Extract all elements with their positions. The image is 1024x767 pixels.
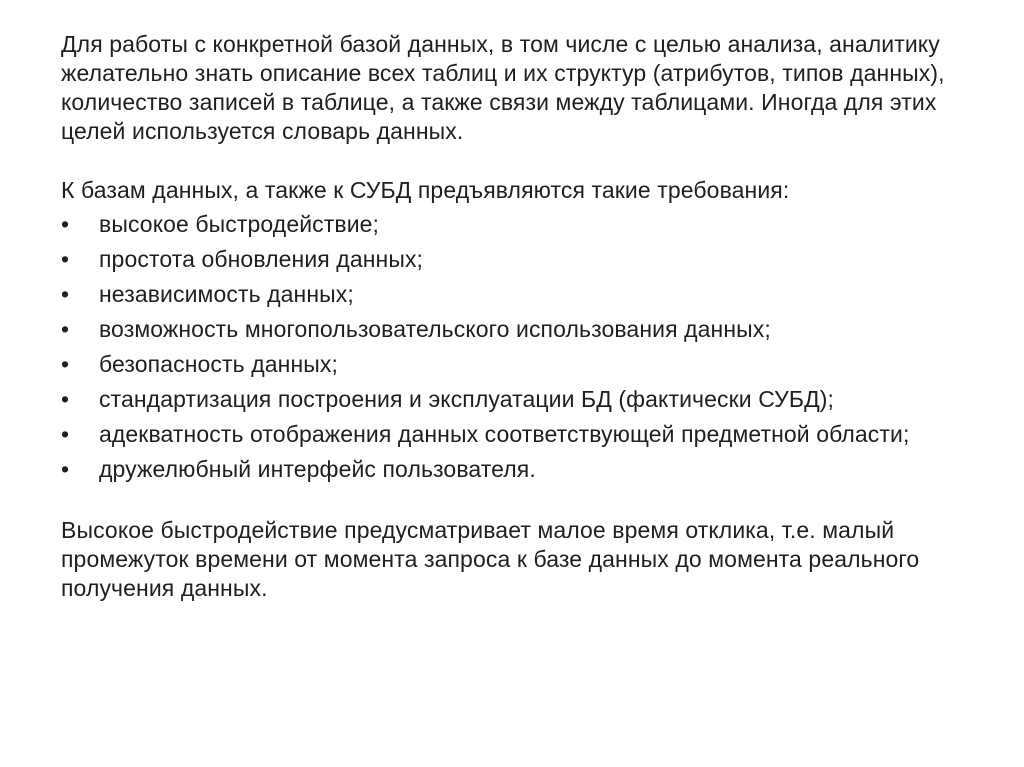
bullet-icon: • — [61, 281, 70, 307]
list-item — [61, 245, 961, 274]
bullet-icon: • — [61, 351, 70, 377]
list-item — [61, 210, 961, 239]
list-item-text: возможность многопользовательского использования данных; — [99, 316, 771, 342]
list-item-text: простота обновления данных; — [99, 246, 424, 272]
list-item-text: безопасность данных; — [99, 351, 338, 377]
bullet-icon: • — [61, 421, 70, 447]
bullet-icon: • — [61, 316, 70, 342]
list-item-text: стандартизация построения и эксплуатации БД (фактически СУБД); — [99, 386, 835, 412]
bullet-icon: • — [61, 456, 70, 482]
bullet-icon: • — [61, 246, 70, 272]
list-item-text: адекватность отображения данных соответствующей предметной области; — [99, 421, 910, 447]
list-item-text: независимость данных; — [99, 281, 354, 307]
list-item — [61, 455, 961, 484]
list-item-text: высокое быстродействие; — [99, 211, 380, 237]
list-item — [61, 350, 961, 379]
closing-paragraph: Высокое быстродействие предусматривает малое время отклика, т.е. малый промежуток времени от момента запроса к базе данных до момента реального получения данных. — [61, 517, 920, 601]
slide-content — [61, 30, 961, 603]
requirements-list — [61, 210, 961, 484]
list-item — [61, 385, 961, 414]
requirements-lead: К базам данных, а также к СУБД предъявляются такие требования: — [61, 177, 790, 203]
bullet-icon: • — [61, 211, 70, 237]
list-item — [61, 280, 961, 309]
list-item — [61, 315, 961, 344]
intro-paragraph: Для работы с конкретной базой данных, в том числе с целью анализа, аналитику желательно знать описание всех таблиц и их структур (атрибутов, типов данных), количество записей в таблице, а также связи между таблицами. Иногда для этих целей используется словарь данных. — [61, 31, 945, 144]
list-item — [61, 420, 961, 449]
bullet-icon: • — [61, 386, 70, 412]
list-item-text: дружелюбный интерфейс пользователя. — [99, 456, 536, 482]
